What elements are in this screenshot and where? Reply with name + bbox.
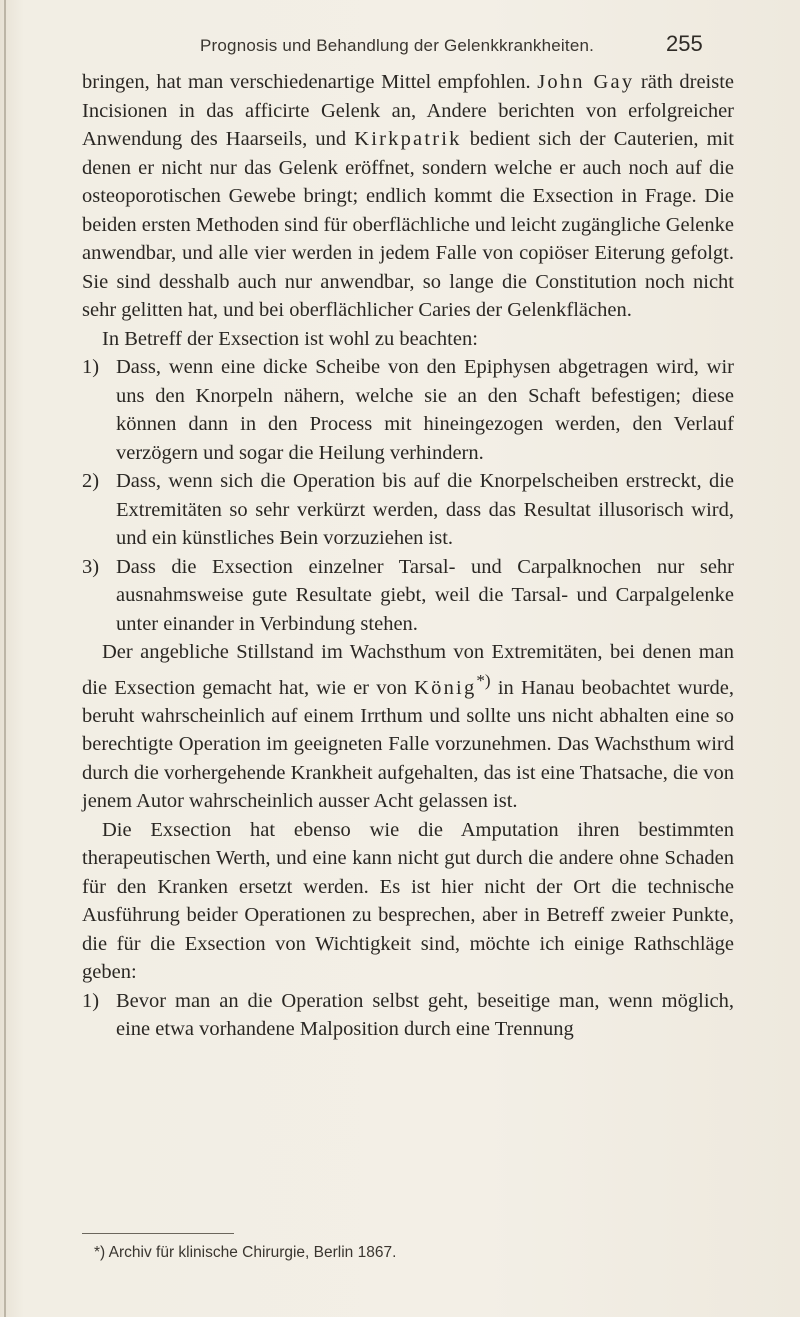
gutter-line [4,0,6,1317]
footnote-marker: *) [476,670,491,690]
author-name: John Gay [537,71,635,93]
author-name: Kirkpatrik [354,128,462,150]
paragraph-2: In Betreff der Exsection ist wohl zu beachten: [102,327,478,350]
footnote-rule [82,1233,234,1234]
list-item [82,553,734,639]
text-run: bedient sich der Cauterien, mit denen er nicht nur das Gelenk eröffnet, sondern welche er auch noch auf die osteoporotischen Gewebe bringt; endlich kommt die Exsection in Frage. Die beiden ersten Methoden sind für oberflächliche und leicht zugängliche Gelenke anwendbar, und alle vier werden in jedem Falle von copiöser Eiterung gefolgt. Sie sind desshalb auch nur anwendbar, so lange die Constitution noch nicht sehr gelitten hat, und bei oberflächlicher Caries der Gelenkflächen. [82,128,735,321]
list-text: Dass, wenn sich die Operation bis auf die Knorpelscheiben erstreckt, die Extremitäten so sehr verkürzt werden, dass das Resultat illusorisch wird, und ein künstliches Bein vorzuziehen ist. [116,470,734,549]
text-run: Der angebliche Stillstand im Wachsthum von Extremitäten, bei denen man die Exsection gemacht hat, wie er von [82,641,734,699]
list-text: Bevor man an die Operation selbst geht, beseitige man, wenn möglich, eine etwa vorhandene Malposition durch eine Trennung [116,989,734,1041]
author-name: König [414,676,477,699]
paragraph-4: Die Exsection hat ebenso wie die Amputation ihren bestimmten therapeutischen Werth, und eine kann nicht gut durch die andere ohne Schaden für den Kranken ersetzt werden. Es ist hier nicht der Ort die technische Ausführung beider Operationen zu besprechen, aber in Betreff zweier Punkte, die für die Exsection von Wichtigkeit sind, möchte ich einige Rathschläge geben: [82,818,734,984]
running-title: Prognosis und Behandlung der Gelenkkrankheiten. [200,36,595,55]
text-run: räth dreiste Incisionen in das afficirte Gelenk an, Andere berichten von erfolgreicher Anwendung des Haarseils, und [82,71,735,150]
footnote: *) Archiv für klinische Chirurgie, Berlin 1867. [94,1244,397,1261]
paragraph-1 [82,68,734,325]
paragraph-3 [82,638,734,816]
text-run: in Hanau beobachtet wurde, beruht wahrscheinlich auf einem Irrthum und sollte uns nicht abhalten eine so berechtigte Operation im geeigneten Falle vorzunehmen. Das Wachsthum wird durch die vorhergehende Krankheit aufgehalten, das ist eine Thatsache, die von jenem Autor wahrscheinlich ausser Acht gelassen ist. [82,676,734,813]
list-item [82,353,734,467]
list-number: 1) [82,989,100,1012]
list-number: 3) [82,555,100,578]
list-number: 1) [82,356,100,378]
list-text: Dass, wenn eine dicke Scheibe von den Epiphysen abgetragen wird, wir uns den Knorpeln nähern, welche sie an den Schaft befestigen; diese können dann in den Process mit hineingezogen werden, den Verlauf verzögern und sogar die Heilung verhindern. [116,356,734,464]
body-text [82,68,734,1044]
list-number: 2) [82,470,100,492]
list-text: Dass die Exsection einzelner Tarsal- und Carpalknochen nur sehr ausnahmsweise gute Resultate giebt, weil die Tarsal- und Carpalgelenke unter einander in Verbindung stehen. [116,555,734,635]
text-run: bringen, hat man verschiedenartige Mittel empfohlen. [82,71,538,93]
page-header [0,31,800,66]
list-item [82,467,734,553]
list-item [82,987,734,1044]
page-number: 255 [666,31,703,56]
